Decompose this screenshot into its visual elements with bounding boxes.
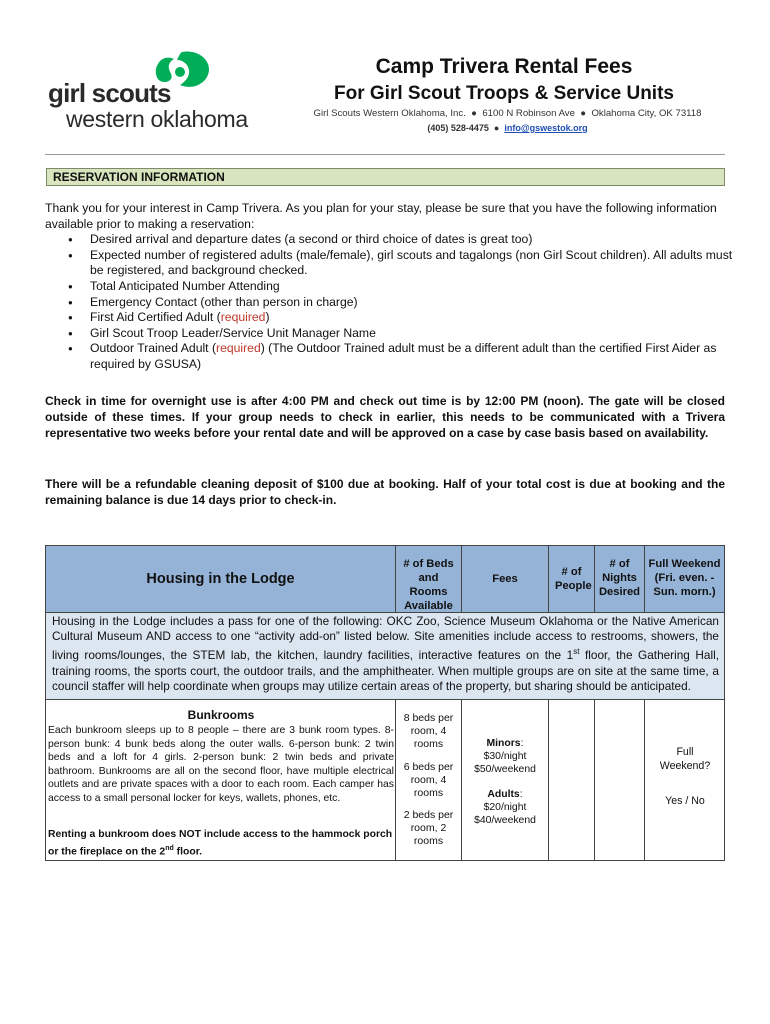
colon: : — [520, 738, 524, 749]
lodge-description-row — [46, 612, 724, 700]
beds-2-person: 2 beds per room, 2 rooms — [403, 809, 454, 848]
address-city: Oklahoma City, OK 73118 — [591, 108, 702, 119]
beds-6-person: 6 beds per room, 4 rooms — [403, 761, 454, 800]
email-link[interactable]: info@gswestok.org — [504, 123, 588, 133]
checkin-policy: Check in time for overnight use is after 4:00 PM and check out time is by 12:00 PM (noon). The gate will be closed outside of these times. If your group needs to check in earlier, this needs to be communicated with a Trivera representative two weeks before your rental date and will be approved on a case by case basis based on availability. — [45, 394, 725, 440]
col-header-fees: Fees — [492, 573, 518, 585]
bullet-separator: ● — [580, 108, 587, 119]
colon: : — [519, 789, 523, 800]
bunkrooms-title: Bunkrooms — [187, 708, 255, 722]
col-header-weekend: Full Weekend (Fri. even. - Sun. morn.) — [648, 558, 721, 598]
girl-scouts-logo — [46, 50, 271, 132]
deposit-policy: There will be a refundable cleaning deposit of $100 due at booking. Half of your total cost is due at booking and the remaining balance is due 14 days prior to check-in. — [45, 477, 725, 507]
adults-label: Adults — [487, 789, 520, 800]
list-item: ● Girl Scout Troop Leader/Service Unit Manager Name — [45, 326, 735, 342]
contact-line — [300, 123, 715, 133]
description-sup: st — [573, 647, 580, 657]
col-header-people-cell — [549, 546, 595, 612]
fee-minors-label — [462, 737, 548, 750]
beds-8-person: 8 beds per room, 4 rooms — [403, 712, 454, 751]
address-street: 6100 N Robinson Ave — [482, 108, 575, 119]
outdoor-label: Outdoor Trained Adult ( — [90, 341, 217, 356]
bunk-note-text: Renting a bunkroom does NOT include access to the hammock porch or the fireplace on the 2 — [48, 829, 393, 857]
col-header-fees-cell — [462, 546, 549, 612]
reservation-intro — [45, 201, 735, 373]
weekend-question: Full Weekend? — [659, 746, 711, 772]
logo-region-text: western oklahoma — [66, 106, 248, 132]
bunk-note-sup: nd — [165, 844, 174, 852]
weekend-cell[interactable] — [645, 700, 724, 860]
required-tag: required — [220, 310, 266, 325]
col-header-beds: # of Beds and Rooms Available — [403, 558, 454, 612]
col-header-people: # of People — [555, 566, 592, 592]
minors-label: Minors — [486, 738, 521, 749]
fee-minors-weekend: $50/weekend — [474, 764, 536, 775]
table-header-title-cell — [46, 546, 396, 612]
people-input-cell[interactable] — [549, 700, 595, 860]
table-header-title: Housing in the Lodge — [146, 571, 295, 587]
required-tag: required — [216, 341, 261, 356]
beds-cell — [396, 700, 462, 860]
list-item: ● Desired arrival and departure dates (a second or third choice of dates is great too) — [45, 232, 735, 248]
fee-minors-night: $30/night — [483, 751, 527, 762]
address-line — [300, 108, 715, 119]
intro-text: Thank you for your interest in Camp Trivera. As you plan for your stay, please be sure that you have the following information available prior to making a reservation: — [45, 201, 717, 231]
list-item-outdoor — [45, 341, 735, 372]
list-item-first-aid — [45, 310, 735, 326]
requirements-list — [45, 232, 735, 372]
fee-adults-night: $20/night — [483, 802, 527, 813]
description-text-cont: floor, the Gathering Hall, training rooms, the sports court, the outdoor trails, and the amphitheater. When multiple groups are on site at the same time, a council staffer will help coordinate when groups may utilize certain areas of the property, but sharing should be anticipated. — [52, 648, 719, 693]
outdoor-tail: ) (The Outdoor Trained adult must be a different adult than the certified First Aider as required by GSUSA) — [90, 341, 717, 371]
housing-table — [45, 545, 725, 861]
reservation-heading-bar — [46, 168, 725, 186]
col-header-nights: # of Nights Desired — [598, 558, 641, 598]
bunkrooms-description: Each bunkroom sleeps up to 8 people – there are 3 bunk room types. 8-person bunk: 4 bunk beds along the outer walls. 6-person bunk: 2 twin beds and a loft for 4 girls. 2-person bunk: 2 twin beds and private bathroom. Bunkrooms are all on the second floor, have multiple electrical outlets and are private spaces with a door to each room. Each camper has access to a small personal locker for keys, wallets, phones, etc. — [48, 725, 394, 804]
page-title: Camp Trivera Rental Fees — [375, 55, 633, 78]
bullet-separator: ● — [471, 108, 477, 119]
col-header-beds-cell — [396, 546, 462, 612]
list-item: ● Emergency Contact (other than person in charge) — [45, 295, 735, 311]
col-header-weekend-cell — [645, 546, 724, 612]
logo-brand-text: girl scouts — [48, 78, 171, 108]
page-subtitle: For Girl Scout Troops & Service Units — [334, 83, 674, 104]
header-divider — [45, 154, 725, 155]
phone-number: (405) 528-4475 — [427, 123, 489, 133]
address-org: Girl Scouts Western Oklahoma, Inc. — [313, 108, 466, 119]
description-text: Housing in the Lodge includes a pass for one of the following: OKC Zoo, Science Museum Oklahoma or the Native American Cultural Museum AND access to one “activity add-on” listed below. Site amenities include access to restrooms, showers, the living rooms/lounges, the STEM lab, the kitchen, laundry facilities, interactive features on the 1 — [52, 614, 719, 663]
reservation-heading: RESERVATION INFORMATION — [53, 170, 225, 184]
fee-adults-label — [462, 788, 548, 801]
list-item: ● Expected number of registered adults (male/female), girl scouts and tagalongs (non Girl Scout children). All adults must be registered, and background checked. — [45, 248, 735, 279]
close-paren: ) — [265, 310, 270, 325]
bunkrooms-note — [48, 828, 394, 858]
lodge-description — [52, 614, 719, 694]
fees-cell — [462, 700, 549, 860]
list-item: ● Total Anticipated Number Attending — [45, 279, 735, 295]
bullet-separator: ● — [493, 123, 500, 133]
bunkrooms-cell — [46, 700, 396, 860]
fee-adults-weekend: $40/weekend — [474, 815, 536, 826]
first-aid-label: First Aid Certified Adult ( — [90, 310, 221, 325]
bunk-note-tail: floor. — [173, 845, 203, 857]
weekend-options[interactable]: Yes / No — [665, 795, 705, 807]
nights-input-cell[interactable] — [595, 700, 645, 860]
col-header-nights-cell — [595, 546, 645, 612]
